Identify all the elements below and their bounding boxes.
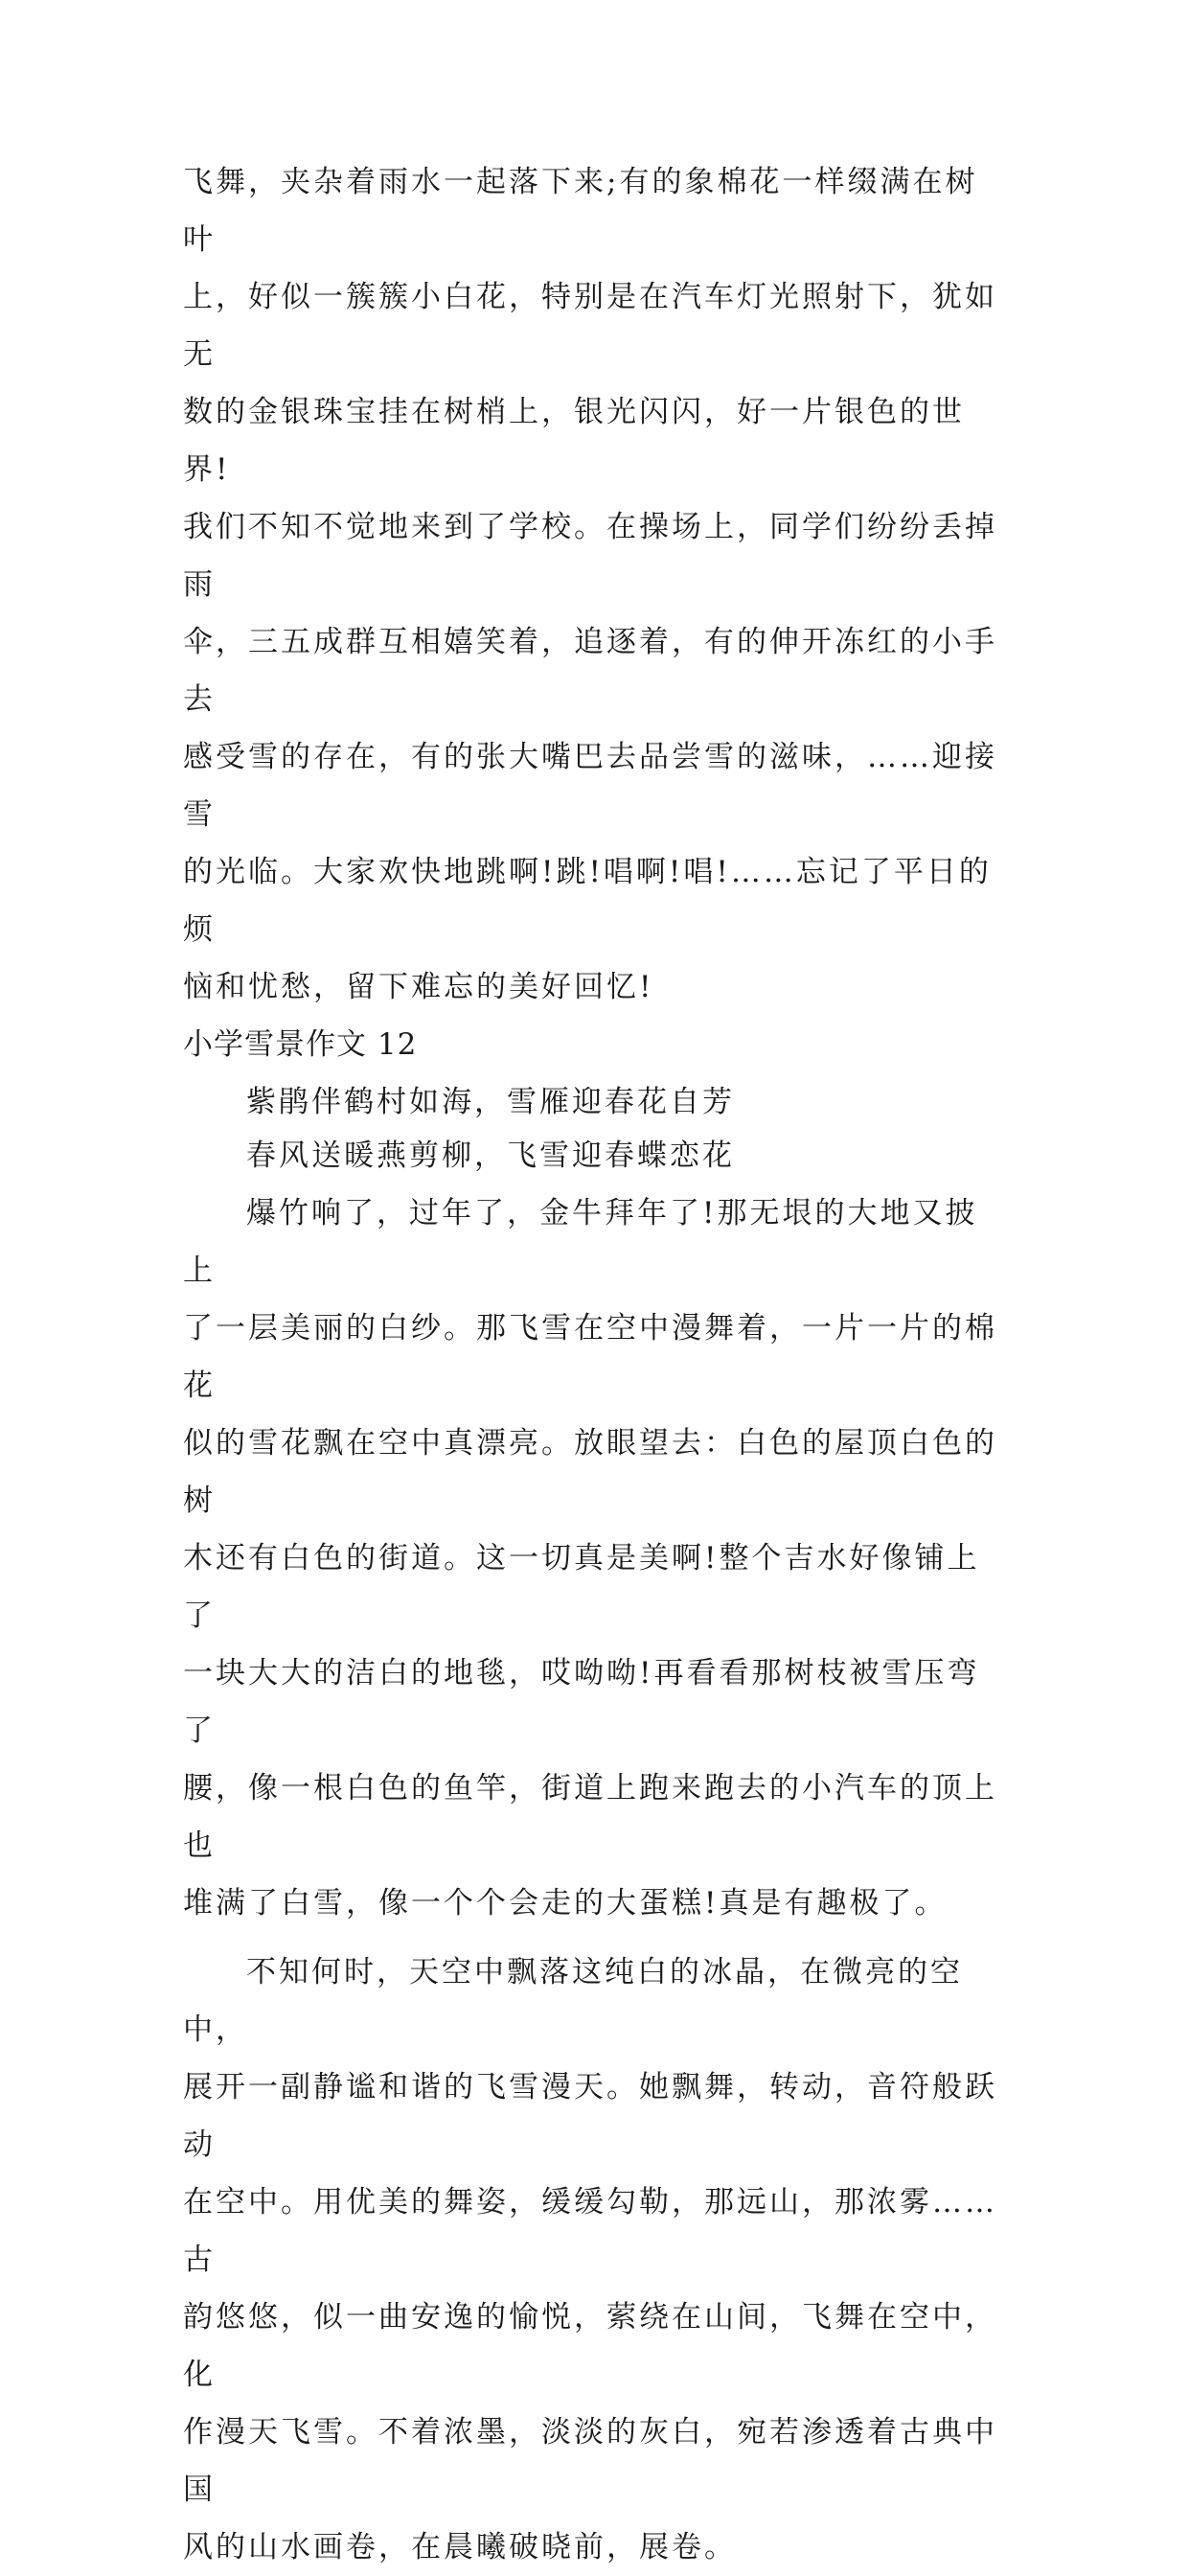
text-line: 展开一副静谧和谐的飞雪漫天。她飘舞，转动，音符般跃动 — [183, 2070, 997, 2162]
text-line: 数的金银珠宝挂在树梢上，银光闪闪，好一片银色的世界! — [183, 395, 965, 487]
text-line: 伞，三五成群互相嬉笑着，追逐着，有的伸开冻红的小手去 — [183, 625, 997, 717]
paragraph-new-year-snow — [183, 1184, 1007, 1932]
text-line: 风的山水画卷，在晨曦破晓前，展卷。 — [183, 2530, 737, 2564]
text-line: 堆满了白雪，像一个个会走的大蛋糕!真是有趣极了。 — [183, 1886, 948, 1920]
paragraph-snow-at-school — [183, 153, 1007, 1016]
text-line: 的光临。大家欢快地跳啊!跳!唱啊!唱!……忘记了平日的烦 — [183, 855, 992, 947]
text-line: 似的雪花飘在空中真漂亮。放眼望去：白色的屋顶白色的树 — [183, 1426, 997, 1518]
text-line: 不知何时，天空中飘落这纯白的冰晶，在微亮的空中， — [183, 1955, 963, 2047]
text-line: 作漫天飞雪。不着浓墨，淡淡的灰白，宛若渗透着古典中国 — [183, 2415, 997, 2507]
text-line: 我们不知不觉地来到了学校。在操场上，同学们纷纷丢掉雨 — [183, 510, 997, 602]
text-line: 在空中。用优美的舞姿，缓缓勾勒，那远山，那浓雾……古 — [183, 2185, 997, 2277]
verse-line-1: 紫鹃伴鹤村如海，雪雁迎春花自芳 — [246, 1085, 735, 1119]
text-line: 飞舞，夹杂着雨水一起落下来;有的象棉花一样缀满在树叶 — [183, 165, 978, 257]
text-line: 上，好似一簇簇小白花，特别是在汽车灯光照射下，犹如无 — [183, 280, 997, 372]
document-body — [183, 153, 1007, 2576]
text-line: 腰，像一根白色的鱼竿，街道上跑来跑去的小汽车的顶上也 — [183, 1771, 997, 1863]
text-line: 爆竹响了，过年了，金牛拜年了!那无垠的大地又披上 — [183, 1196, 978, 1288]
verse-line-2: 春风送暖燕剪柳，飞雪迎春蝶恋花 — [246, 1138, 735, 1173]
text-line: 了一层美丽的白纱。那飞雪在空中漫舞着，一片一片的棉花 — [183, 1311, 997, 1403]
essay-title: 小学雪景作文 12 — [183, 1027, 418, 1062]
paragraph-falling-crystals — [183, 1944, 1007, 2576]
text-line: 一块大大的洁白的地毯，哎呦呦!再看看那树枝被雪压弯了 — [183, 1656, 980, 1748]
text-line: 恼和忧愁，留下难忘的美好回忆! — [183, 970, 654, 1004]
text-line: 韵悠悠，似一曲安逸的愉悦，萦绕在山间，飞舞在空中，化 — [183, 2300, 997, 2392]
text-line: 木还有白色的街道。这一切真是美啊!整个吉水好像铺上了 — [183, 1541, 980, 1633]
text-line: 感受雪的存在，有的张大嘴巴去品尝雪的滋味，……迎接雪 — [183, 740, 997, 832]
